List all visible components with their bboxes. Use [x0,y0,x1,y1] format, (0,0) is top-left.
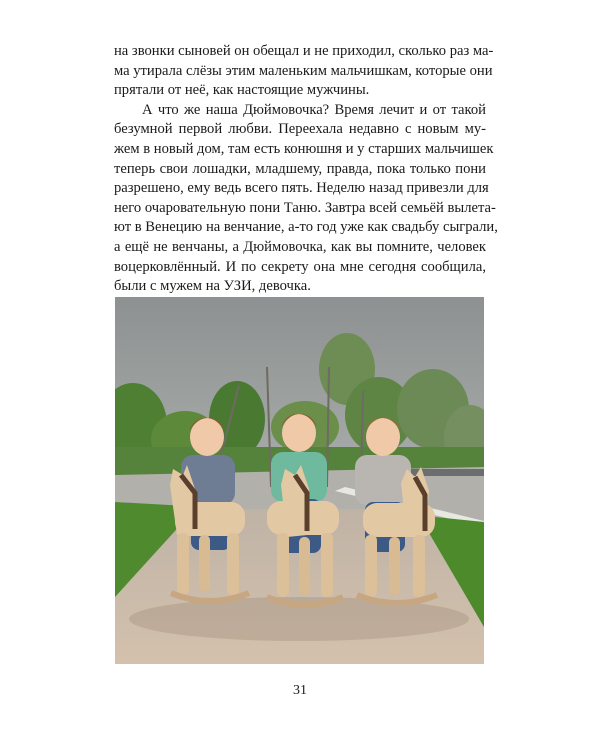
body-text [114,42,498,297]
paragraph [114,42,494,101]
text-line: разрешено, ему ведь всего пять. Неделю назад привезли для [114,180,489,197]
text-line: него очаровательную пони Таню. Завтра всей семьёй вылета- [114,199,496,216]
text-line: а ещё не венчаны, а Дюймовочка, как вы помните, человек [114,238,486,255]
text-line: воцерковлённый. И по секрету она мне сегодня сообщила, [114,258,486,275]
text-line: прятали от неё, как настоящие мужчины. [114,82,370,99]
page-number: 31 [293,683,307,698]
boys-on-horses-picture [115,297,484,664]
text-line: безумной первой любви. Переехала недавно с новым му- [114,121,486,138]
text-line: ют в Венецию на венчание, а-то год уже как свадьбу сыграли, [114,219,498,236]
text-line: теперь свои лошадки, младшему, правда, пока только пони [114,160,486,177]
photo-illustration [115,297,484,664]
paragraph [114,101,498,297]
text-line: были с мужем на УЗИ, девочка. [114,278,311,295]
text-line: жем в новый дом, там есть конюшня и у старших мальчишек [114,140,494,157]
text-line: на звонки сыновей он обещал и не приходил, сколько раз ма- [114,43,494,59]
text-line: А что же наша Дюймовочка? Время лечит и от такой [142,101,486,118]
text-line: ма утирала слёзы этим маленьким мальчишкам, которые они [114,62,493,79]
